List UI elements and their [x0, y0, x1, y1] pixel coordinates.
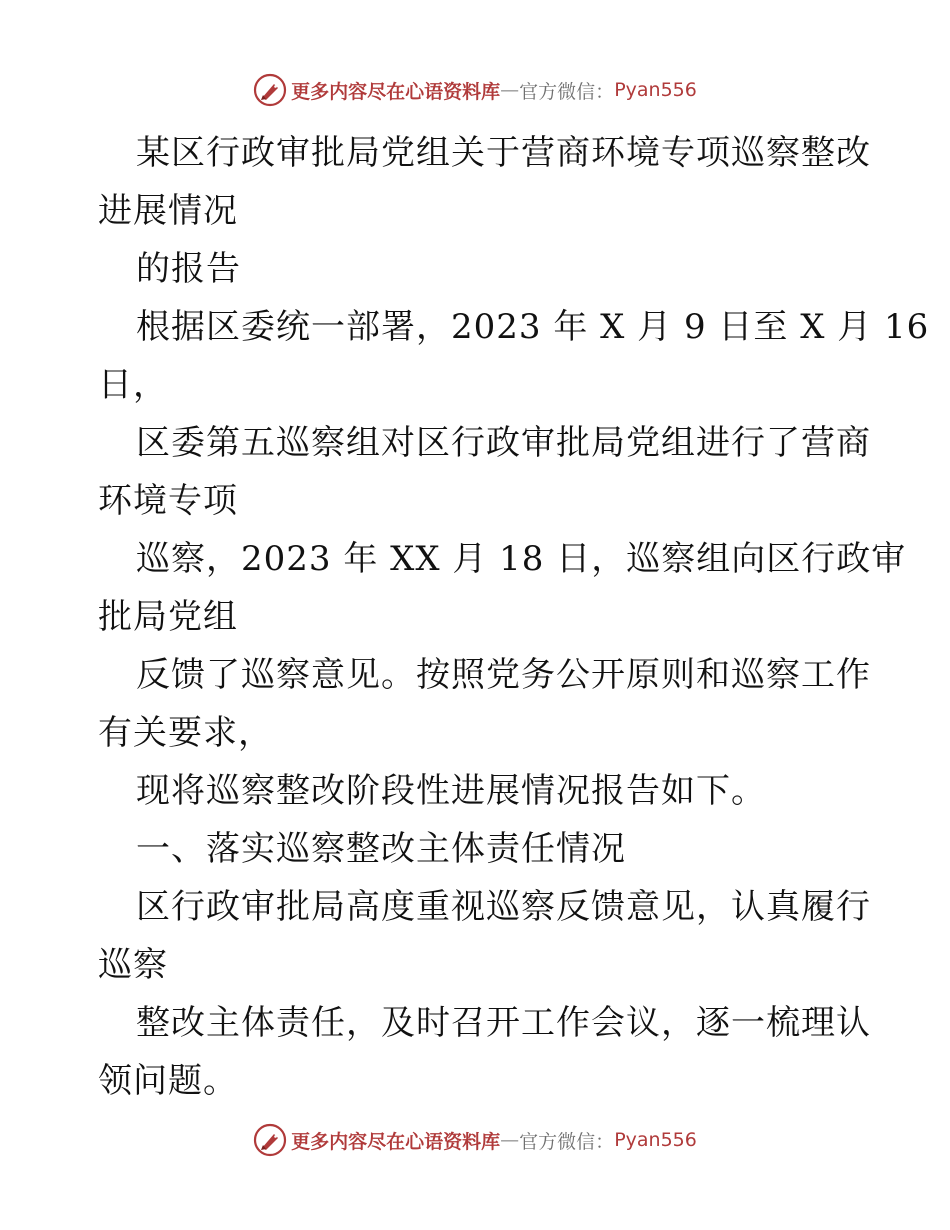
text-line: 有关要求， [98, 713, 273, 753]
text-line: 批局党组 [98, 597, 238, 637]
footer-watermark-banner [0, 1120, 950, 1160]
section-heading: 一、落实巡察整改主体责任情况 [136, 829, 626, 869]
banner-main-text: 更多内容尽在心语资料库 [291, 80, 501, 103]
text-line: 根据区委统一部署，2023 年 X 月 9 日至 X 月 16 [136, 307, 930, 347]
text-line: 的报告 [136, 249, 241, 289]
text-line: 反馈了巡察意见。按照党务公开原则和巡察工作 [136, 655, 871, 695]
document-body [98, 124, 930, 1110]
banner-wechat-label: 官方微信： [519, 1130, 615, 1153]
text-line: 某区行政审批局党组关于营商环境专项巡察整改 [136, 133, 871, 173]
text-line: 巡察，2023 年 XX 月 18 日，巡察组向区行政审 [136, 539, 907, 579]
banner-wechat-label: 官方微信： [519, 80, 615, 103]
banner-dash: — [500, 1129, 520, 1151]
text-line: 巡察 [98, 945, 168, 985]
text-line: 进展情况 [98, 191, 238, 231]
banner-wechat-id: Pyan556 [614, 79, 697, 101]
pen-nib-logo-icon [253, 1123, 287, 1157]
text-line: 日， [98, 365, 168, 405]
banner-dash: — [500, 79, 520, 101]
text-line: 领问题。 [98, 1061, 238, 1101]
text-line: 区委第五巡察组对区行政审批局党组进行了营商 [136, 423, 871, 463]
text-line: 现将巡察整改阶段性进展情况报告如下。 [136, 771, 766, 811]
banner-wechat-id: Pyan556 [614, 1129, 697, 1151]
text-line: 环境专项 [98, 481, 238, 521]
banner-main-text: 更多内容尽在心语资料库 [291, 1130, 501, 1153]
text-line: 整改主体责任，及时召开工作会议，逐一梳理认 [136, 1003, 871, 1043]
text-line: 区行政审批局高度重视巡察反馈意见，认真履行 [136, 887, 871, 927]
pen-nib-logo-icon [253, 73, 287, 107]
header-watermark-banner [0, 70, 950, 110]
